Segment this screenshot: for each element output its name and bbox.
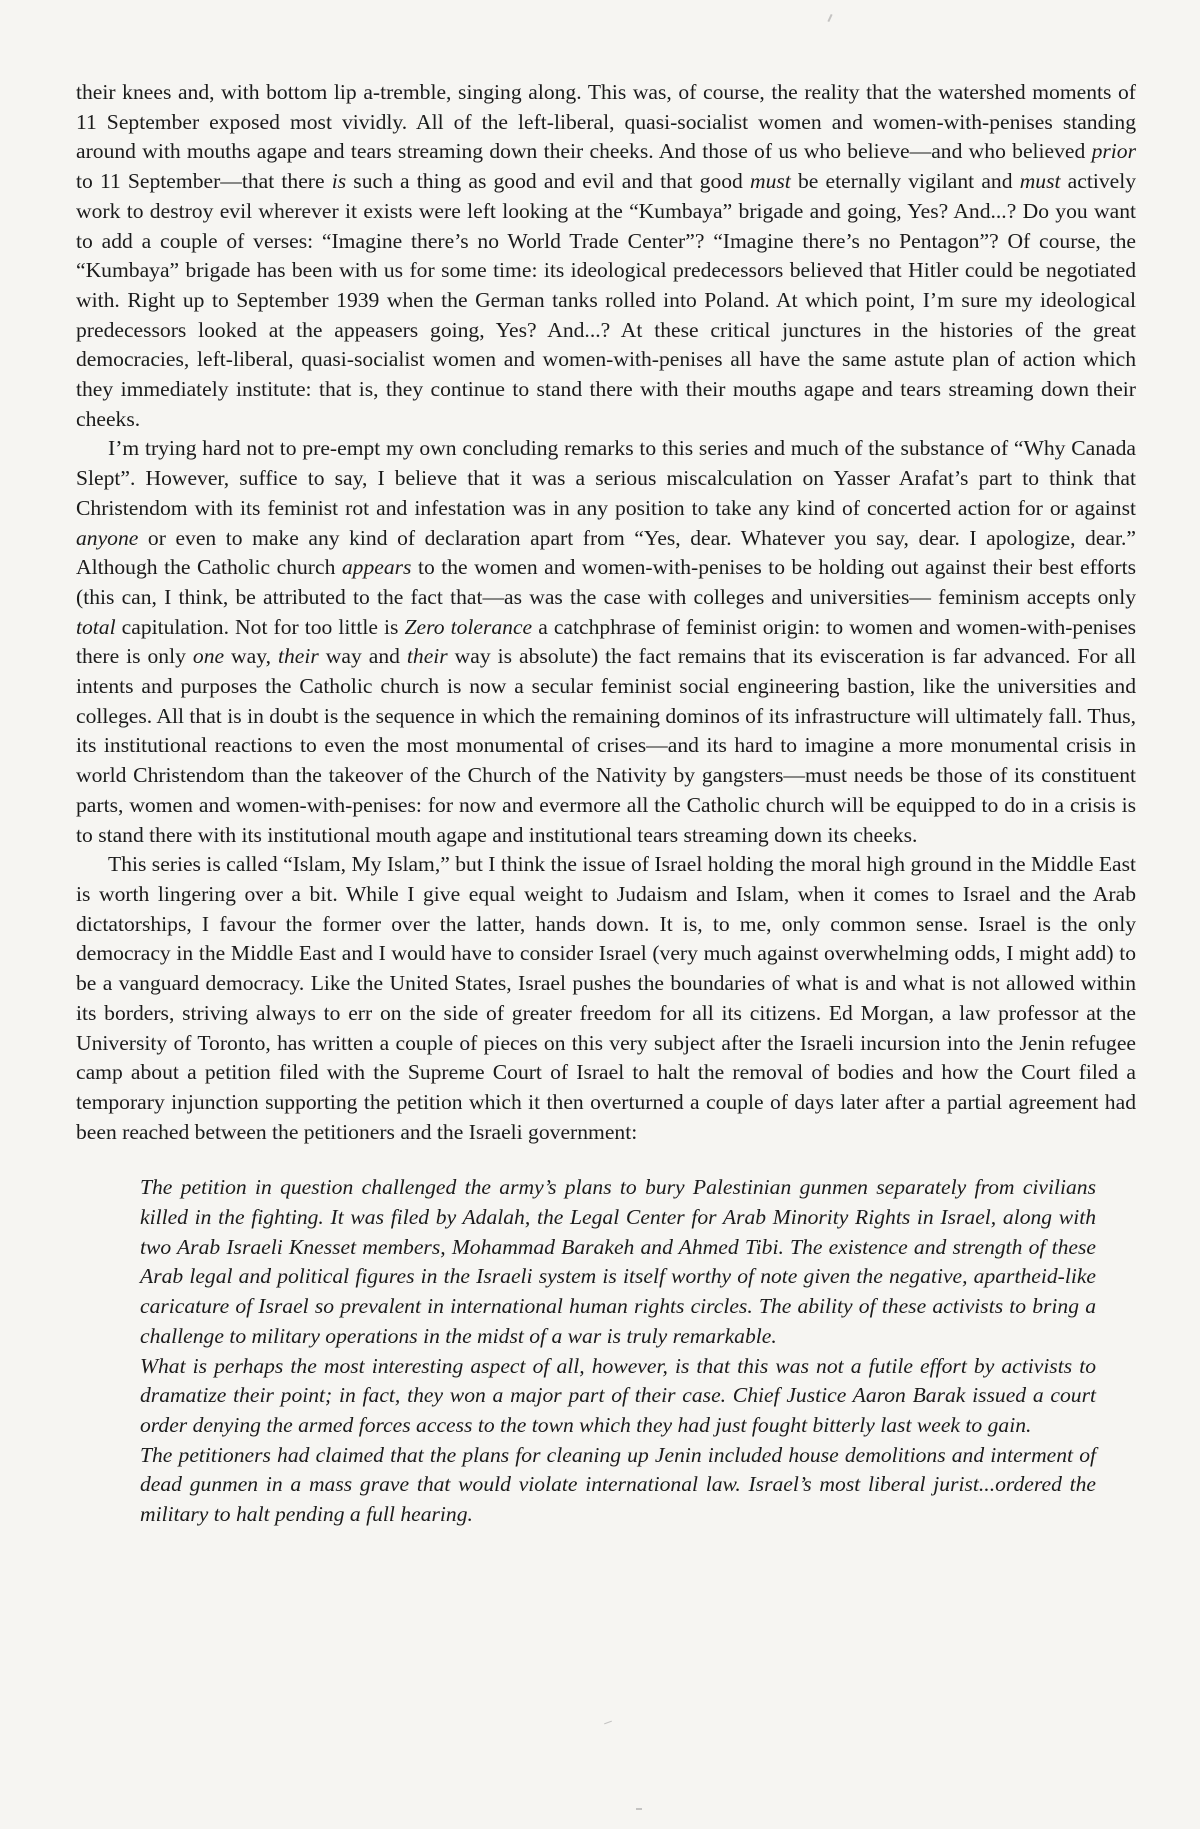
italic-text: prior — [1091, 139, 1136, 164]
text-run: or even to make any kind of declaration apart from “Yes, dear. Whatever you say, dear. I apologize, dear.” Although the Catholic church — [76, 525, 1136, 580]
quote-paragraph — [140, 1441, 1096, 1530]
italic-text: one — [192, 644, 225, 669]
italic-text: anyone — [76, 525, 139, 550]
paragraph — [76, 434, 1136, 850]
italic-text: is — [331, 169, 347, 194]
italic-text: their — [278, 644, 319, 669]
quote-paragraph-text: The petitioners had claimed that the plans for cleaning up Jenin included house demolitions and interment of dead gunmen in a mass grave that would violate international law. Israel’s most liberal jurist...ordered the military to halt pending a full hearing. — [140, 1442, 1096, 1527]
italic-text: total — [76, 614, 116, 639]
italic-text: their — [406, 644, 448, 669]
italic-text: must — [1019, 169, 1061, 194]
text-run: to 11 September—that there — [76, 169, 332, 194]
text-run: capitulation. Not for too little is — [115, 614, 405, 639]
text-run: their knees and, with bottom lip a-tremble, singing along. This was, of course, the reality that the watershed moments of 11 September exposed most vividly. All of the left-liberal, quasi-socialist women and women-with-penises standing around with mouths agape and tears streaming down their cheeks. And those of us who believe—and who believed — [76, 80, 1136, 164]
text-run: actively work to destroy evil wherever it exists were left looking at the “Kumbaya” brigade and going, Yes? And...? Do you want to add a couple of verses: “Imagine there’s no World Trade Center”? “Imagine there’s no Pentagon”? Of course, the “Kumbaya” brigade has been with us for some time: its ideological predecessors believed that Hitler could be negotiated with. Right up to September 1939 when the German tanks rolled into Poland. At which point, I’m sure my ideological predecessors looked at the appeasers going, Yes? And...? At these critical junctures in the histories of the great democracies, left-liberal, quasi-socialist women and women-with-penises all have the same astute plan of action which they immediately institute: that is, they continue to stand there with their mouths agape and tears streaming down their cheeks. — [76, 169, 1137, 431]
quote-paragraph-text: What is perhaps the most interesting aspect of all, however, is that this was not a futile effort by activists to dramatize their point; in fact, they won a major part of their case. Chief Justice Aaron Barak issued a court order denying the armed forces access to the town which they had just fought bitterly last week to gain. — [140, 1353, 1096, 1437]
block-quote — [76, 1173, 1136, 1529]
quote-paragraph: The petition in question challenged the army’s plans to bury Palestinian gunmen separately from civilians killed in the fighting. It was filed by Adalah, the Legal Center for Arab Minority Rights in Israel, along with two Arab Israeli Knesset members, Mohammad Barakeh and Ahmed Tibi. The existence and strength of these Arab legal and political figures in the Israeli system is itself worthy of note given the negative, apartheid-like caricature of Israel so prevalent in international human rights circles. The ability of these activists to bring a challenge to military operations in the midst of a war is truly remarkable. — [140, 1175, 1096, 1348]
scan-mark — [636, 1808, 642, 1810]
italic-text: must — [750, 169, 791, 194]
page-content — [76, 78, 1136, 1530]
scan-mark — [604, 1721, 612, 1725]
text-run: This series is called “Islam, My Islam,” but I think the issue of Israel holding the moral high ground in the Middle East is worth lingering over a bit. While I give equal weight to Judaism and Islam, when it comes to Israel and the Arab dictatorships, I favour the former over the latter, hands down. It is, to me, only common sense. Israel is the only democracy in the Middle East and I would have to consider Israel (very much against overwhelming odds, I might add) to be a vanguard democracy. Like the United States, Israel pushes the boundaries of what is and what is not allowed within its borders, striving always to err on the side of greater freedom for all its citizens. Ed Morgan, a law professor at the University of Toronto, has written a couple of pieces on this very subject after the Israeli incursion into the Jenin refugee camp about a petition filed with the Supreme Court of Israel to halt the removal of bodies and how the Court filed a temporary injunction supporting the petition which it then overturned a couple of days later after a partial agreement had been reached between the petitioners and the Israeli government: — [76, 852, 1136, 1144]
text-run: I’m trying hard not to pre-empt my own concluding remarks to this series and much of the substance of “Why Canada Slept”. However, suffice to say, I believe that it was a serious miscalculation on Yasser Arafat’s part to think that Christendom with its feminist rot and infestation was in any position to take any kind of concerted action for or against — [76, 436, 1136, 520]
text-run: a catchphrase of feminist origin: to women and women-with-penises there is only — [76, 614, 1136, 669]
paragraph — [76, 78, 1136, 434]
body-text — [76, 78, 1136, 1147]
italic-text: appears — [341, 555, 412, 580]
text-run: way, — [224, 644, 279, 669]
scan-mark — [827, 14, 832, 22]
paragraph — [76, 850, 1136, 1147]
quote-paragraph — [140, 1352, 1096, 1441]
text-run: such a thing as good and evil and that good — [346, 169, 750, 194]
text-run: be eternally vigilant and — [790, 169, 1020, 194]
text-run: way is absolute) the fact remains that its evisceration is far advanced. For all intents and purposes the Catholic church is now a secular feminist social engineering bastion, like the universities and colleges. All that is in doubt is the sequence in which the remaining dominos of its infrastructure will ultimately fall. Thus, its institutional reactions to even the most monumental of crises—and its hard to imagine a more monumental crisis in world Christendom than the takeover of the Church of the Nativity by gangsters—must needs be those of its constituent parts, women and women-with-penises: for now and evermore all the Catholic church will be equipped to do in a crisis is to stand there with its institutional mouth agape and institutional tears streaming down its cheeks. — [76, 644, 1136, 847]
italic-text: Zero tolerance — [404, 614, 533, 639]
text-run: to the women and women-with-penises to be holding out against their best efforts (this can, I think, be attributed to the fact that—as was the case with colleges and universities— feminism accepts only — [76, 555, 1136, 609]
text-run: way and — [318, 644, 407, 669]
